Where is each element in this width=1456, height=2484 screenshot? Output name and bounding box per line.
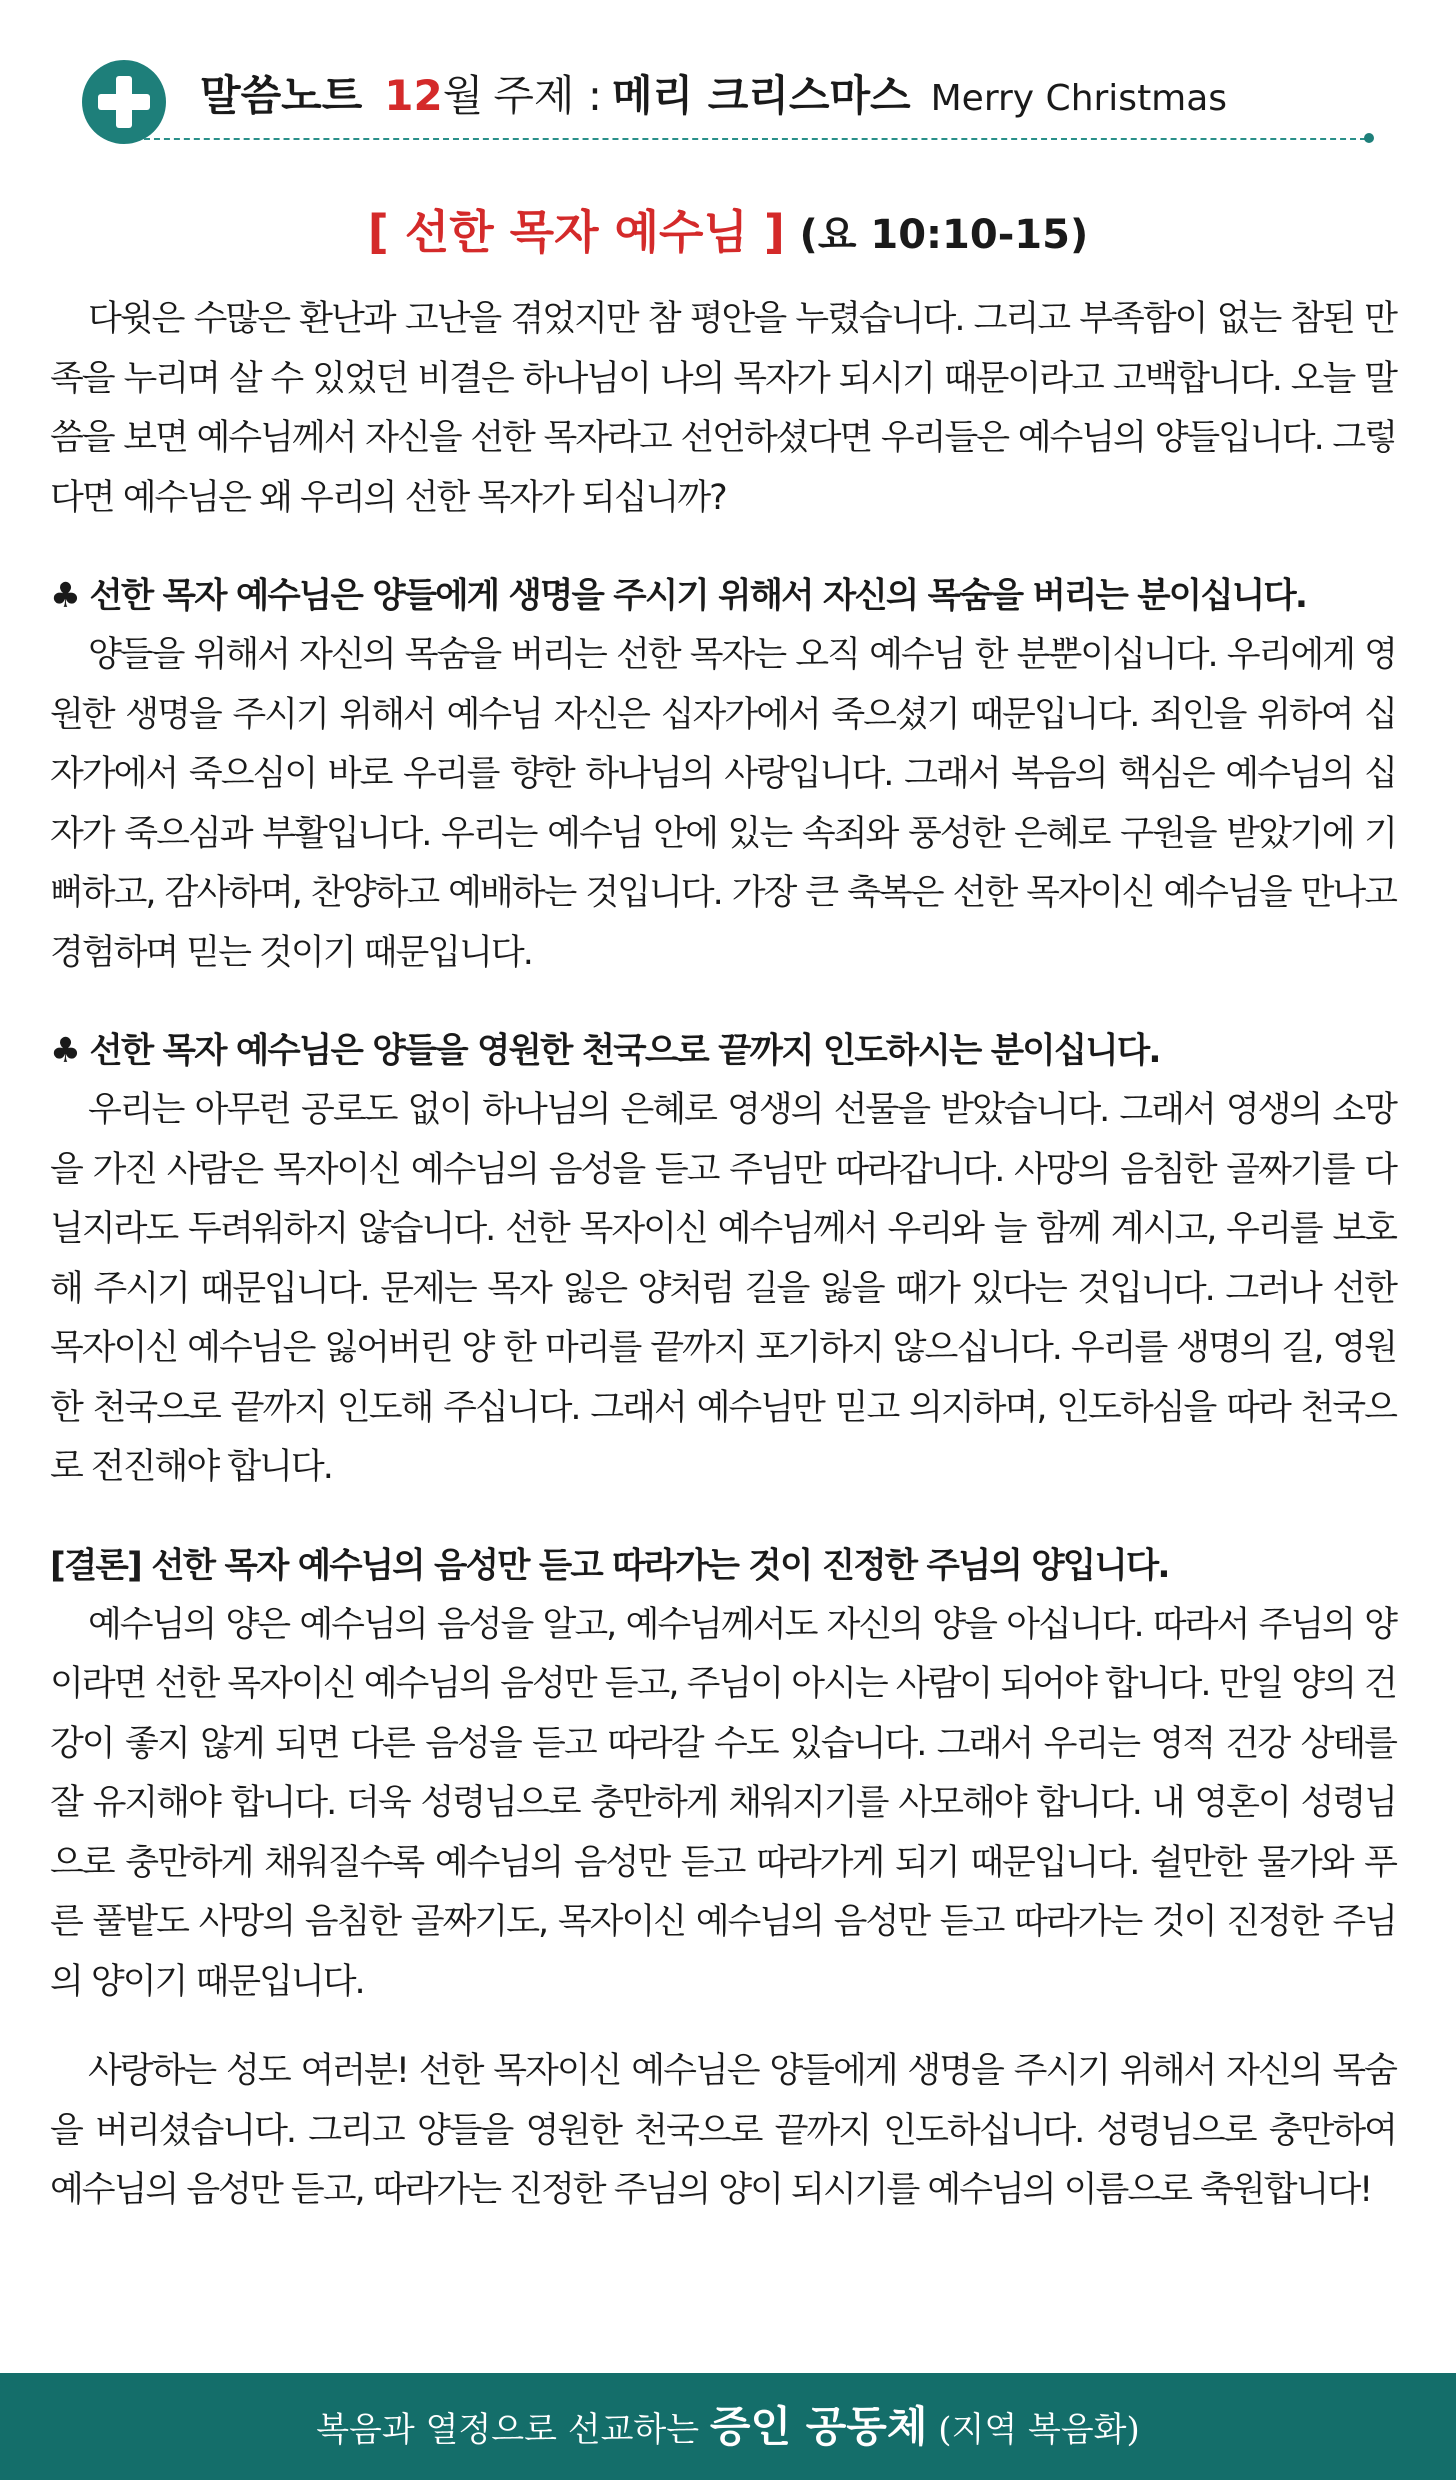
closing-paragraph: 사랑하는 성도 여러분! 선한 목자이신 예수님은 양들에게 생명을 주시기 위해서 자신의 목숨을 버리셨습니다. 그리고 양들을 영원한 천국으로 끝까지 인도하십니다. 성령님으로 충만하여 예수님의 음성만 듣고, 따라가는 진정한 주님의 양이 되시기를 예수님의 이름으로 축원합니다! [50,2051,1396,2210]
footer-prefix: 복음과 열정으로 선교하는 [316,2410,700,2450]
brand-name: 말씀노트 [200,71,363,120]
page-header [82,56,1374,148]
theme-english: Merry Christmas [930,78,1228,119]
cross-icon [82,60,166,144]
divider-end-dot [1364,133,1374,143]
header-title [200,68,1227,127]
conclusion-body: 예수님의 양은 예수님의 음성을 알고, 예수님께서도 자신의 양을 아십니다. 따라서 주님의 양이라면 선한 목자이신 예수님의 음성만 듣고, 주님이 아시는 사람이 되어야 합니다. 만일 양의 건강이 좋지 않게 되면 다른 음성을 듣고 따라갈 수도 있습니다. 그래서 우리는 영적 건강 상태를 잘 유지해야 합니다. 더욱 성령님으로 충만하게 채워지기를 사모해야 합니다. 내 영혼이 성령님으로 충만하게 채워질수록 예수님의 음성만 듣고 따라가게 되기 때문입니다. 쉴만한 물가와 푸른 풀밭도 사망의 음침한 골짜기도, 목자이신 예수님의 음성만 듣고 따라가는 것이 진정한 주님의 양이기 때문입니다. [50,1604,1396,2002]
month-word: 월 [442,71,484,120]
theme-korean: 메리 크리스마스 [611,71,911,120]
section-body-2: 우리는 아무런 공로도 없이 하나님의 은혜로 영생의 선물을 받았습니다. 그래서 영생의 소망을 가진 사람은 목자이신 예수님의 음성을 듣고 주님만 따라갑니다. 사망의 음침한 골짜기를 다닐지라도 두려워하지 않습니다. 선한 목자이신 예수님께서 우리와 늘 함께 계시고, 우리를 보호해 주시기 때문입니다. 문제는 목자 잃은 양처럼 길을 잃을 때가 있다는 것입니다. 그러나 선한 목자이신 예수님은 잃어버린 양 한 마리를 끝까지 포기하지 않으십니다. 우리를 생명의 길, 영원한 천국으로 끝까지 인도해 주십니다. 그래서 예수님만 믿고 의지하며, 인도하심을 따라 천국으로 전진해야 합니다. [50,1090,1396,1487]
footer-suffix: (지역 복음화) [938,2410,1140,2450]
section-heading-2: ♣ 선한 목자 예수님은 양들을 영원한 천국으로 끝까지 인도하시는 분이십니다. [50,1031,1160,1071]
header-divider [144,138,1366,140]
conclusion-heading: [결론] 선한 목자 예수님의 음성만 듣고 따라가는 것이 진정한 주님의 양입니다. [50,1545,1169,1586]
sermon-title-main: [ 선한 목자 예수님 ] [367,205,785,259]
month-number: 12 [384,71,443,120]
intro-paragraph: 다윗은 수많은 환난과 고난을 겪었지만 참 평안을 누렸습니다. 그리고 부족함이 없는 참된 만족을 누리며 살 수 있었던 비결은 하나님이 나의 목자가 되시기 때문이라고 고백합니다. 오늘 말씀을 보면 예수님께서 자신을 선한 목자라고 선언하셨다면 우리들은 예수님의 양들입니다. 그렇다면 예수님은 왜 우리의 선한 목자가 되십니까? [50,299,1396,518]
sermon-body [50,290,1396,2221]
section-body-1: 양들을 위해서 자신의 목숨을 버리는 선한 목자는 오직 예수님 한 분뿐이십니다. 우리에게 영원한 생명을 주시기 위해서 예수님 자신은 십자가에서 죽으셨기 때문입니다. 죄인을 위하여 십자가에서 죽으심이 바로 우리를 향한 하나님의 사랑입니다. 그래서 복음의 핵심은 예수님의 십자가 죽으심과 부활입니다. 우리는 예수님 안에 있는 속죄와 풍성한 은혜로 구원을 받았기에 기뻐하고, 감사하며, 찬양하고 예배하는 것입니다. 가장 큰 축복은 선한 목자이신 예수님을 만나고 경험하며 믿는 것이기 때문입니다. [50,635,1396,973]
footer-emphasis: 증인 공동체 [709,2402,928,2451]
scripture-reference: (요 10:10-15) [799,212,1089,258]
sermon-title [0,200,1456,267]
page-footer [0,2373,1456,2480]
theme-label: 주제 : [493,71,602,120]
section-heading-1: ♣ 선한 목자 예수님은 양들에게 생명을 주시기 위해서 자신의 목숨을 버리는 분이십니다. [50,576,1307,616]
